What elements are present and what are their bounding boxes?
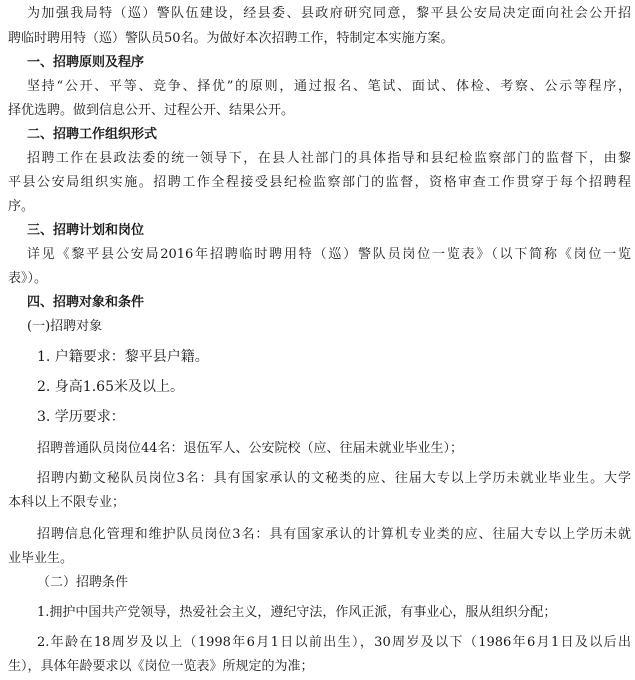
intro-line-2: 聘临时聘用特（巡）警队员50名。为做好本次招聘工作，特制定本实施方案。 xyxy=(8,31,454,46)
section-2-line-3: 序。 xyxy=(8,199,35,214)
post-clerical-line-2: 本科以上不限专业； xyxy=(8,495,126,510)
post-clerical-line-1: 招聘内勤文秘队员岗位3名：具有国家承认的文秘类的应、往届大专以上学历未就业毕业生。大学 xyxy=(37,471,631,486)
requirement-education: 3. 学历要求： xyxy=(37,409,125,425)
section-1-line-1: 坚持“公开、平等、竞争、择优”的原则，通过报名、笔试、面试、体检、考察、公示等程序， xyxy=(27,79,631,94)
requirement-household: 1. 户籍要求：黎平县户籍。 xyxy=(37,349,209,365)
section-heading-4: 四、招聘对象和条件 xyxy=(27,295,145,310)
post-general-line: 招聘普通队员岗位44名：退伍军人、公安院校（应、往届未就业毕业生）； xyxy=(37,441,464,456)
section-2-line-2: 平县公安局组织实施。招聘工作全程接受县纪检监察部门的监督，资格审查工作贯穿于每个招聘程 xyxy=(8,175,631,190)
section-3-line-1: 详见《黎平县公安局2016年招聘临时聘用特（巡）警队员岗位一览表》（以下简称《岗位一览 xyxy=(27,247,631,262)
condition-1-line: 1.拥护中国共产党领导，热爱社会主义，遵纪守法，作风正派，有事业心，服从组织分配； xyxy=(37,605,557,620)
section-1-line-2: 择优选聘。做到信息公开、过程公开、结果公开。 xyxy=(8,103,295,118)
condition-2-line-2: 生），具体年龄要求以《岗位一览表》所规定的为准； xyxy=(8,659,314,674)
subsection-heading-2: （二）招聘条件 xyxy=(37,575,129,590)
post-it-line-2: 业毕业生。 xyxy=(8,551,74,566)
section-heading-1: 一、招聘原则及程序 xyxy=(27,55,145,70)
section-heading-2: 二、招聘工作组织形式 xyxy=(27,127,158,142)
condition-2-line-1: 2.年龄在18周岁及以上（1998年6月1日以前出生），30周岁及以下（1986年6月1日及以后出 xyxy=(37,635,631,650)
section-heading-3: 三、招聘计划和岗位 xyxy=(27,223,145,238)
requirement-height: 2. 身高1.65米及以上。 xyxy=(37,379,184,395)
post-it-line-1: 招聘信息化管理和维护队员岗位3名：具有国家承认的计算机专业类的应、往届大专以上学历未就 xyxy=(37,527,631,542)
intro-line-1: 为加强我局特（巡）警队伍建设，经县委、县政府研究同意，黎平县公安局决定面向社会公开招 xyxy=(27,6,631,21)
section-2-line-1: 招聘工作在县政法委的统一领导下，在县人社部门的具体指导和县纪检监察部门的监督下，由黎 xyxy=(27,151,631,166)
subsection-heading-1: (一)招聘对象 xyxy=(27,319,103,334)
section-3-line-2: 表》）。 xyxy=(8,271,48,286)
